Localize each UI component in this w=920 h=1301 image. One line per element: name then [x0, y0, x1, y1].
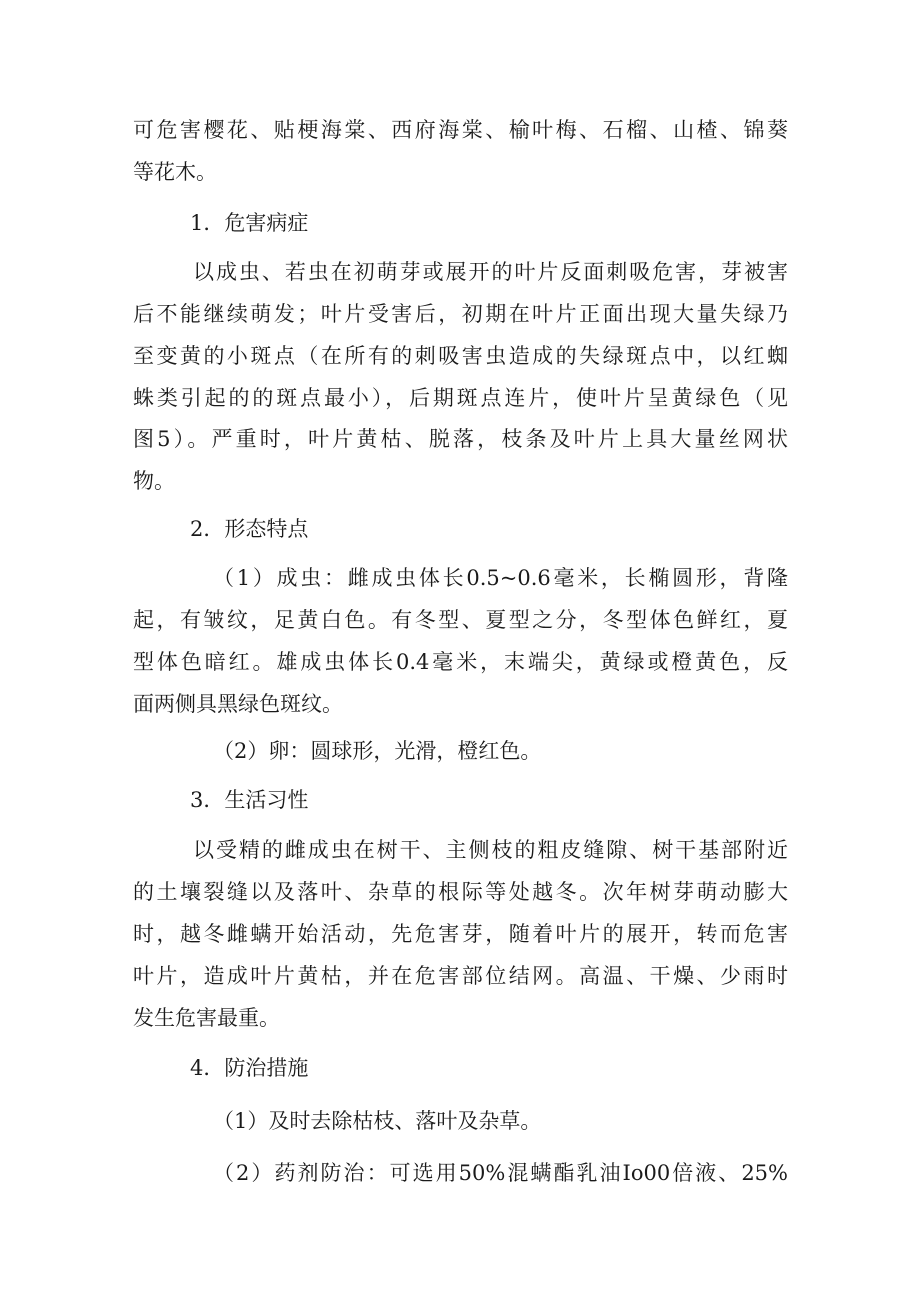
- paragraph-line: 的土壤裂缝以及落叶、杂草的根际等处越冬。次年树芽萌动膨大: [133, 880, 788, 904]
- list-item: （2）药剂防治：可选用50%混螨酯乳油Io00倍液、25%: [213, 1161, 788, 1185]
- paragraph-line: 物。: [133, 469, 175, 493]
- section-heading: 4．防治措施: [190, 1056, 309, 1080]
- paragraph-line: 以受精的雌成虫在树干、主侧枝的粗皮缝隙、树干基部附近: [193, 838, 788, 862]
- paragraph-line: 后不能继续萌发；叶片受害后，初期在叶片正面出现大量失绿乃: [133, 302, 788, 326]
- list-item-line: 面两侧具黑绿色斑纹。: [133, 692, 343, 716]
- paragraph-line: 图5）。严重时，叶片黄枯、脱落，枝条及叶片上具大量丝网状: [133, 427, 788, 451]
- paragraph-line: 以成虫、若虫在初萌芽或展开的叶片反面刺吸危害，芽被害: [193, 260, 788, 284]
- list-item: （1）及时去除枯枝、落叶及杂草。: [213, 1109, 542, 1133]
- paragraph-line: 蛛类引起的的斑点最小），后期斑点连片，使叶片呈黄绿色（见: [133, 386, 788, 410]
- section-heading: 3．生活习性: [190, 788, 309, 812]
- list-item-line: 起，有皱纹，足黄白色。有冬型、夏型之分，冬型体色鲜红，夏: [133, 608, 788, 632]
- paragraph-line: 发生危害最重。: [133, 1006, 280, 1030]
- section-heading: 1．危害病症: [190, 211, 309, 235]
- paragraph-line: 至变黄的小斑点（在所有的刺吸害虫造成的失绿斑点中，以红蜘: [133, 344, 788, 368]
- intro-line: 可危害樱花、贴梗海棠、西府海棠、榆叶梅、石榴、山楂、锦葵: [133, 118, 788, 142]
- paragraph-line: 叶片，造成叶片黄枯，并在危害部位结网。高温、干燥、少雨时: [133, 964, 788, 988]
- section-heading: 2．形态特点: [190, 517, 309, 541]
- list-item-line: （1）成虫：雌成虫体长0.5~0.6毫米，长椭圆形，背隆: [213, 566, 788, 590]
- list-item-line: 型体色暗红。雄成虫体长0.4毫米，末端尖，黄绿或橙黄色，反: [133, 650, 788, 674]
- intro-line: 等花木。: [133, 160, 217, 184]
- paragraph-line: 时，越冬雌螨开始活动，先危害芽，随着叶片的展开，转而危害: [133, 922, 788, 946]
- list-item: （2）卵：圆球形，光滑，橙红色。: [213, 739, 542, 763]
